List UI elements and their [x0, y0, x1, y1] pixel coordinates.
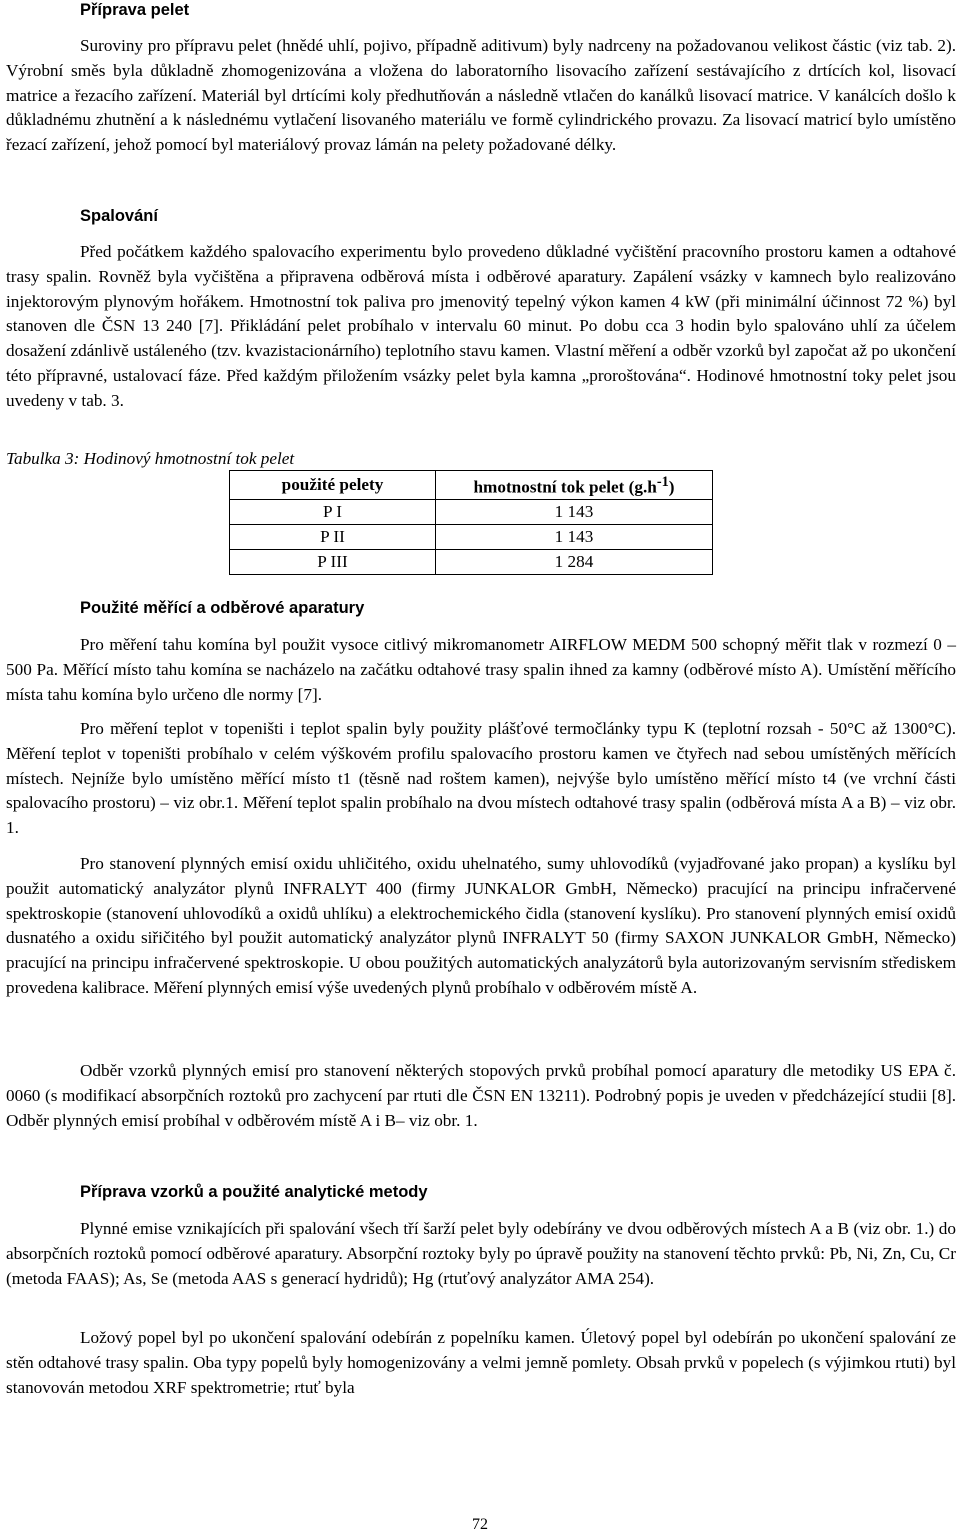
table-caption: Tabulka 3: Hodinový hmotnostní tok pelet [6, 449, 295, 468]
table-cell-pellet: P III [230, 549, 436, 574]
paragraph-aparatury-4: Odběr vzorků plynných emisí pro stanovení některých stopových prvků probíhal pomocí aparatury dle metodiky US EPA č. 0060 (s modifikací absorpčních roztoků pro zachycení par rtuti dle ČSN EN 13211). Podrobný popis je uveden v předcházející studii [8]. Odběr plynných emisí probíhal v odběrovém místě A i B– viz obr. 1. [6, 1061, 956, 1130]
section-heading-aparatury: Použité měřící a odběrové aparatury [80, 599, 365, 617]
page-number: 72 [472, 1516, 488, 1533]
paragraph-priprava-pelet: Suroviny pro přípravu pelet (hnědé uhlí, pojivo, případně aditivum) byly nadrceny na požadovanou velikost částic (viz tab. 2). Výrobní směs byla důkladně zhomogenizována a vložena do laboratorního lisovacího zařízení sestávajícího z drtících kol, lisovací matrice a řezacího zařízení. Materiál byl drtícími koly předhutňován a následně vtlačen do kanálků lisovací matrice. V kanálcích došlo k důkladnému zhutnění a k následnému vytlačení lisovaného materiálu ve formě cylindrického provazu. Za lisovací matricí bylo umístěno řezací zařízení, jehož pomocí byl materiálový provaz lámán na pelety požadované délky. [6, 36, 956, 155]
table-cell-mass-flow: 1 143 [436, 499, 713, 524]
table-cell-mass-flow: 1 143 [436, 524, 713, 549]
paragraph-aparatury-2: Pro měření teplot v topeništi i teplot spalin byly použity plášťové termočlánky typu K (teplotní rozsah - 50°C až 1300°C). Měření teplot v topeništi probíhalo v celém výškovém profilu spalovacího prostoru kamen ve čtyřech nad sebou umístěných měřících místech. Nejníže bylo umístěno měřící místo t1 (těsně nad roštem kamen), nejvýše bylo umístěno měřící místo t4 (ve vrchní části spalovacího prostoru) – viz obr.1. Měření teplot spalin probíhalo na dvou místech odtahové trasy spalin (odběrová místa A a B) – viz obr. 1. [6, 719, 956, 838]
paragraph-spalovani: Před počátkem každého spalovacího experimentu bylo provedeno důkladné vyčištění pracovního prostoru kamen a odtahové trasy spalin. Rovněž byla vyčištěna a připravena odběrová místa i odběrové aparatury. Zapálení vsázky v kamnech bylo realizováno injektorovým plynovým hořákem. Hmotnostní tok paliva pro jmenovitý tepelný výkon kamen 4 kW (při minimální účinnost 72 %) byl stanoven dle ČSN 13 240 [7]. Přikládání pelet probíhalo v intervalu 60 minut. Po dobu cca 3 hodin bylo spalováno uhlí za účelem dosažení zdánlivě ustáleného (tzv. kvazistacionárního) teplotního stavu kamen. Vlastní měření a odběr vzorků byl započat až po ukončení této přípravné, ustalovací fáze. Před každým přiložením vsázky pelet byla kamna „proroštována“. Hodinové hmotnostní toky pelet jsou uvedeny v tab. 3. [6, 242, 956, 410]
paragraph-analyticke-metody-2: Ložový popel byl po ukončení spalování odebírán z popelníku kamen. Úletový popel byl odebírán po ukončení spalování ze stěn odtahové trasy spalin. Oba typy popelů byly homogenizovány a velmi jemně pomlety. Obsah prvků v popelech (s výjimkou rtuti) byl stanovován metodou XRF spektrometrie; rtuť byla [6, 1328, 956, 1397]
table-header-pellets: použité pelety [230, 471, 436, 500]
table-cell-mass-flow: 1 284 [436, 549, 713, 574]
paragraph-aparatury-3: Pro stanovení plynných emisí oxidu uhličitého, oxidu uhelnatého, sumy uhlovodíků (vyjadřované jako propan) a kyslíku byl použit automatický analyzátor plynů INFRALYT 400 (firmy JUNKALOR GmbH, Německo) pracující na principu infračervené spektroskopie (stanovení uhlovodíků a oxidů uhlíku) a elektrochemického čidla (stanovení kyslíku). Pro stanovení plynných emisí oxidů dusnatého a oxidu siřičitého byl použit automatický analyzátor plynů INFRALYT 50 (firmy SAXON JUNKALOR GmbH, Německo) pracující na principu infračervené spektroskopie. U obou použitých automatických analyzátorů byla autorizovaným servisním střediskem provedena kalibrace. Měření plynných emisí výše uvedených plynů probíhalo v odběrovém místě A. [6, 854, 956, 997]
section-heading-analyticke-metody: Příprava vzorků a použité analytické metody [80, 1183, 428, 1201]
paragraph-analyticke-metody-1: Plynné emise vznikajících při spalování všech tří šarží pelet byly odebírány ve dvou odběrových místech A a B (viz obr. 1.) do absorpčních roztoků pomocí odběrové aparatury. Absorpční roztoky byly po úpravě použity na stanovení těchto prvků: Pb, Ni, Zn, Cu, Cr (metoda FAAS); As, Se (metoda AAS s generací hydridů); Hg (rtuťový analyzátor AMA 254). [6, 1219, 956, 1288]
table-header-row [230, 471, 713, 500]
table-mass-flow [229, 470, 713, 575]
table-row [230, 549, 713, 574]
table-row [230, 524, 713, 549]
table-header-mass-flow [436, 471, 713, 500]
paragraph-aparatury-1: Pro měření tahu komína byl použit vysoce citlivý mikromanometr AIRFLOW MEDM 500 schopný měřit tlak v rozmezí 0 – 500 Pa. Měřící místo tahu komína se nacházelo na začátku odtahové trasy spalin ihned za kamny (odběrové místo A). Umístění měřícího místa tahu komína bylo určeno dle normy [7]. [6, 635, 956, 704]
table-cell-pellet: P II [230, 524, 436, 549]
section-heading-priprava-pelet: Příprava pelet [80, 1, 190, 19]
table-cell-pellet: P I [230, 499, 436, 524]
table-header-mass-flow-sup: -1 [656, 474, 669, 490]
table-header-mass-flow-tail: ) [668, 477, 675, 497]
table-header-mass-flow-text: hmotnostní tok pelet (g.h [473, 477, 657, 497]
section-heading-spalovani: Spalování [80, 207, 158, 225]
table-row [230, 499, 713, 524]
